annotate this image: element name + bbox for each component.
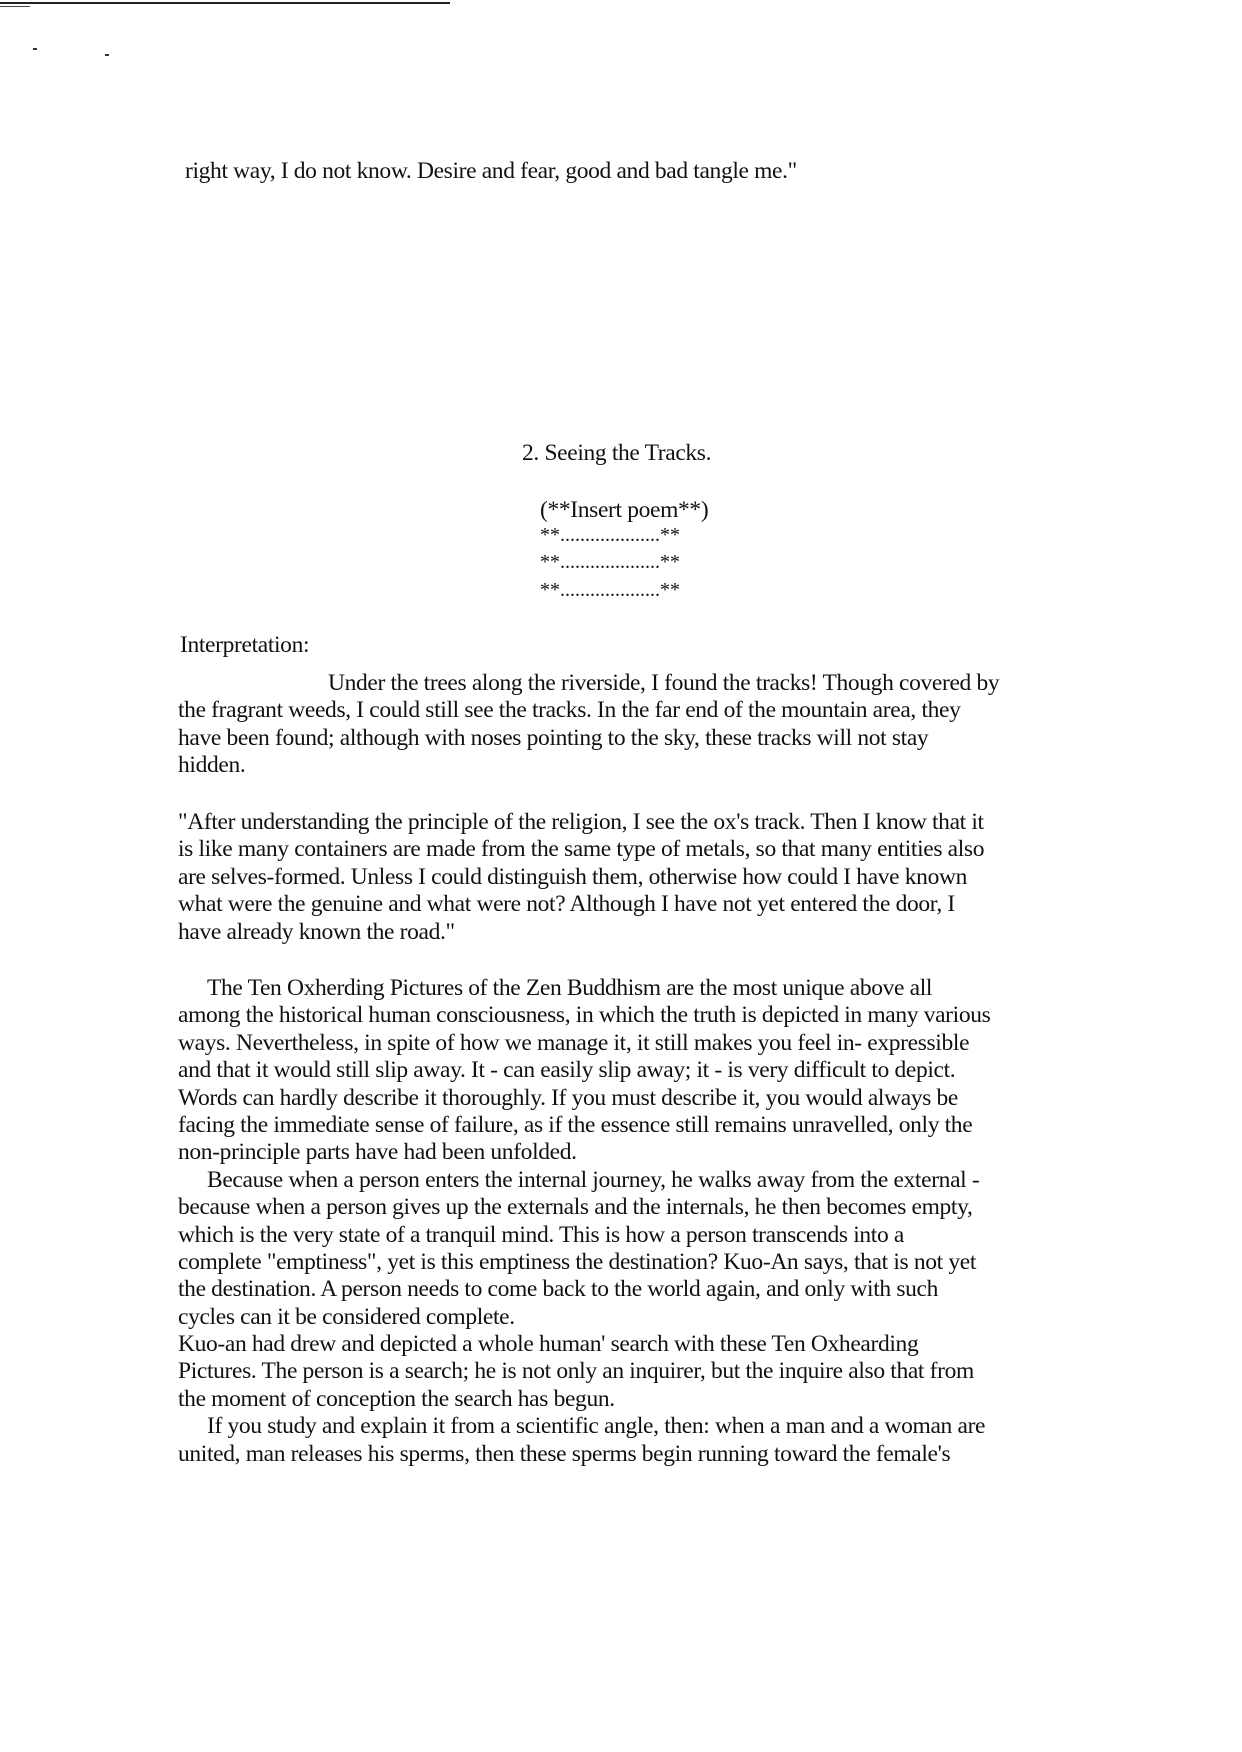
paragraph-1 bbox=[178, 669, 1000, 779]
text-line: non-principle parts have had been unfolded. bbox=[178, 1139, 577, 1166]
text-line: and that it would still slip away. It - can easily slip away; it - is very difficult to depict. bbox=[178, 1057, 956, 1084]
text-line: hidden. bbox=[178, 752, 246, 779]
text-line: the destination. A person needs to come back to the world again, and only with such bbox=[178, 1276, 938, 1303]
text-line: have been found; although with noses pointing to the sky, these tracks will not stay bbox=[178, 724, 929, 751]
section-heading: 2. Seeing the Tracks. bbox=[522, 440, 712, 466]
text-line: If you study and explain it from a scientific angle, then: when a man and a woman are bbox=[207, 1413, 986, 1440]
poem-placeholder: (**Insert poem**) bbox=[540, 497, 709, 523]
scan-speck bbox=[33, 48, 37, 50]
scan-artifact-line bbox=[0, 2, 450, 4]
text-line: Words can hardly describe it thoroughly. If you must describe it, you would always be bbox=[178, 1084, 959, 1111]
continued-quote-line: right way, I do not know. Desire and fear, good and bad tangle me." bbox=[185, 158, 797, 184]
text-line: what were the genuine and what were not? Although I have not yet entered the door, I bbox=[178, 891, 955, 918]
poem-row: **....................** bbox=[540, 579, 680, 601]
text-line: The Ten Oxherding Pictures of the Zen Buddhism are the most unique above all bbox=[207, 975, 933, 1001]
text-line: "After understanding the principle of the religion, I see the ox's track. Then I know that it bbox=[178, 809, 984, 835]
text-line: Under the trees along the riverside, I found the tracks! Though covered by bbox=[328, 670, 1000, 696]
interpretation-label: Interpretation: bbox=[180, 632, 310, 658]
poem-row: **....................** bbox=[540, 551, 680, 573]
text-line: ways. Nevertheless, in spite of how we manage it, it still makes you feel in- expressible bbox=[178, 1029, 970, 1056]
text-line: which is the very state of a tranquil mind. This is how a person transcends into a bbox=[178, 1221, 904, 1248]
text-line: facing the immediate sense of failure, as if the essence still remains unravelled, only the bbox=[178, 1111, 973, 1138]
text-line: Because when a person enters the internal journey, he walks away from the external - bbox=[207, 1166, 980, 1193]
text-line: is like many containers are made from the same type of metals, so that many entities also bbox=[178, 836, 985, 863]
paragraph-2 bbox=[178, 808, 984, 945]
text-line: the moment of conception the search has begun. bbox=[178, 1385, 615, 1412]
text-line: Kuo-an had drew and depicted a whole human' search with these Ten Oxhearding bbox=[178, 1331, 919, 1358]
scan-speck bbox=[105, 54, 109, 56]
scan-artifact-line bbox=[0, 6, 30, 7]
text-line: have already known the road." bbox=[178, 918, 455, 945]
text-line: are selves-formed. Unless I could distinguish them, otherwise how could I have known bbox=[178, 863, 968, 890]
text-line: complete "emptiness", yet is this emptiness the destination? Kuo-An says, that is not yet bbox=[178, 1248, 977, 1275]
text-line: among the historical human consciousness, in which the truth is depicted in many various bbox=[178, 1002, 991, 1029]
text-line: the fragrant weeds, I could still see the tracks. In the far end of the mountain area, they bbox=[178, 697, 961, 724]
text-line: cycles can it be considered complete. bbox=[178, 1303, 515, 1330]
paragraph-3 bbox=[178, 974, 990, 1467]
poem-row: **....................** bbox=[540, 524, 680, 546]
text-line: united, man releases his sperms, then these sperms begin running toward the female's bbox=[178, 1440, 951, 1467]
text-line: Pictures. The person is a search; he is not only an inquirer, but the inquire also that from bbox=[178, 1358, 974, 1385]
text-line: because when a person gives up the externals and the internals, he then becomes empty, bbox=[178, 1194, 973, 1221]
